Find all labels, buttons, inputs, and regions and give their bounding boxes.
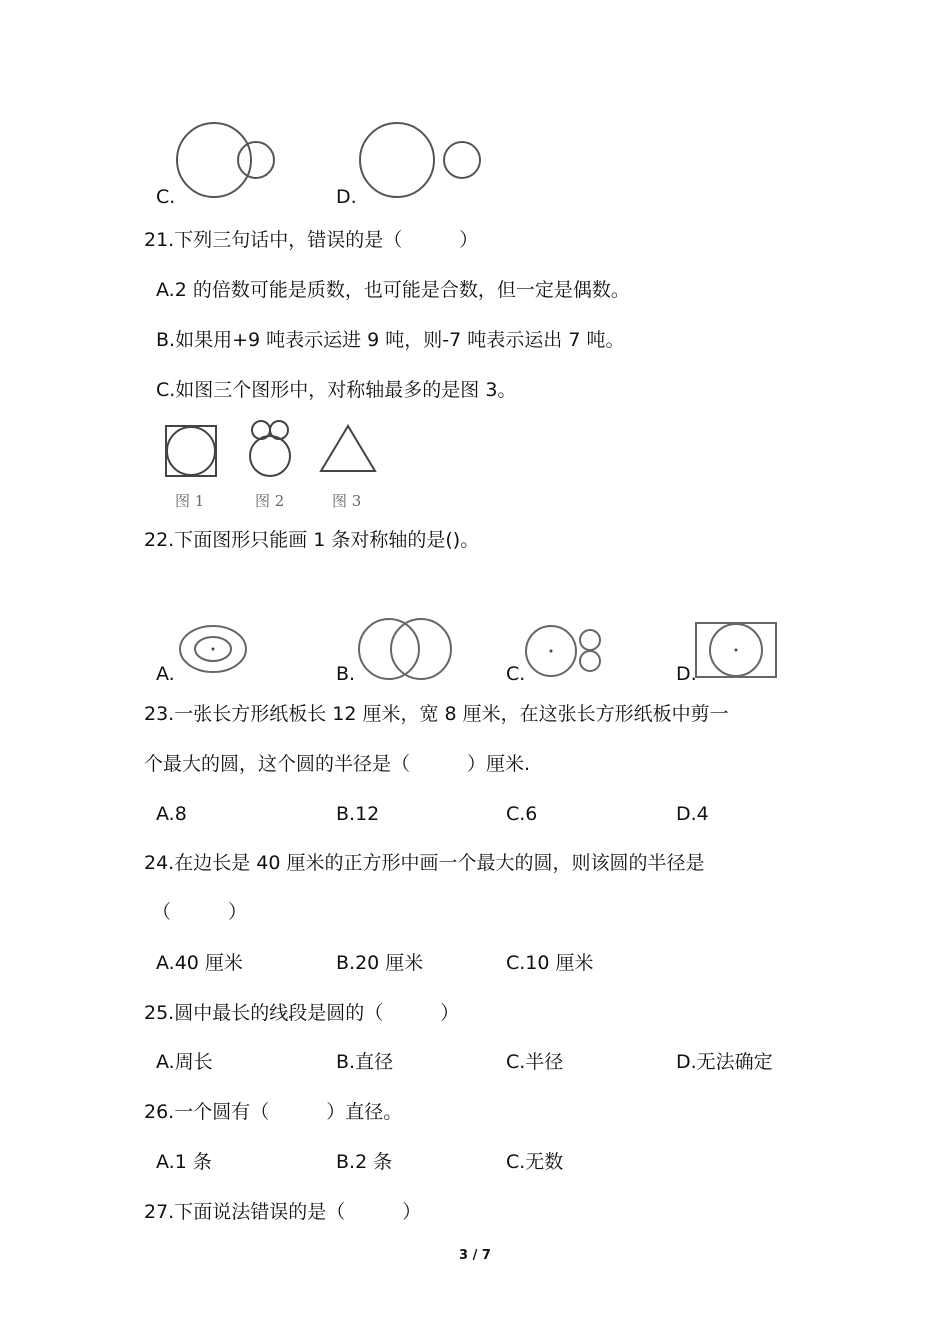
question-27: 27.下面说法错误的是（ ） bbox=[144, 1201, 422, 1223]
question-21: 21.下列三句话中，错误的是（ ） bbox=[144, 229, 479, 251]
question-22: 22.下面图形只能画 1 条对称轴的是()。 bbox=[144, 529, 480, 551]
q22-option-c: C. bbox=[506, 663, 526, 685]
prev-option-c: C. bbox=[156, 186, 176, 208]
fig-label-3: 图 3 bbox=[332, 492, 362, 510]
q22-option-b: B. bbox=[336, 663, 356, 685]
fig-label-2: 图 2 bbox=[255, 492, 285, 510]
q24-option-c: C.10 厘米 bbox=[506, 952, 594, 974]
figure-prev-c bbox=[170, 115, 290, 205]
q23-option-d: D.4 bbox=[676, 803, 709, 825]
prev-option-d: D. bbox=[336, 186, 357, 208]
q23-option-c: C.6 bbox=[506, 803, 538, 825]
q25-option-d: D.无法确定 bbox=[676, 1051, 773, 1073]
question-24-line-1: 24.在边长是 40 厘米的正方形中画一个最大的圆，则该圆的半径是 bbox=[144, 852, 705, 874]
q22-option-d: D. bbox=[676, 663, 697, 685]
q24-option-b: B.20 厘米 bbox=[336, 952, 424, 974]
q21-option-b: B.如果用+9 吨表示运进 9 吨，则-7 吨表示运出 7 吨。 bbox=[156, 329, 625, 351]
q21-figures bbox=[160, 418, 390, 513]
q22-figure-a bbox=[175, 620, 255, 680]
question-23-line-2: 个最大的圆，这个圆的半径是（ ）厘米. bbox=[144, 753, 531, 775]
question-26: 26.一个圆有（ ）直径。 bbox=[144, 1101, 403, 1123]
page-number: 3 / 7 bbox=[459, 1248, 491, 1263]
question-23-line-1: 23.一张长方形纸板长 12 厘米，宽 8 厘米，在这张长方形纸板中剪一 bbox=[144, 703, 729, 725]
q21-option-c: C.如图三个图形中，对称轴最多的是图 3。 bbox=[156, 379, 517, 401]
q26-option-a: A.1 条 bbox=[156, 1151, 212, 1173]
q25-option-a: A.周长 bbox=[156, 1051, 213, 1073]
q23-option-a: A.8 bbox=[156, 803, 187, 825]
q25-option-c: C.半径 bbox=[506, 1051, 564, 1073]
figure-prev-d bbox=[352, 115, 492, 205]
q26-option-b: B.2 条 bbox=[336, 1151, 393, 1173]
q23-option-b: B.12 bbox=[336, 803, 380, 825]
fig-label-1: 图 1 bbox=[175, 492, 205, 510]
q24-option-a: A.40 厘米 bbox=[156, 952, 243, 974]
q22-figure-b bbox=[352, 614, 462, 684]
q26-option-c: C.无数 bbox=[506, 1151, 564, 1173]
q22-option-a: A. bbox=[156, 663, 175, 685]
q22-figure-d bbox=[692, 620, 787, 682]
question-24-line-2: （ ） bbox=[152, 901, 248, 923]
q21-option-a: A.2 的倍数可能是质数，也可能是合数，但一定是偶数。 bbox=[156, 279, 630, 301]
q25-option-b: B.直径 bbox=[336, 1051, 394, 1073]
q22-figure-c bbox=[522, 622, 612, 682]
question-25: 25.圆中最长的线段是圆的（ ） bbox=[144, 1002, 460, 1024]
